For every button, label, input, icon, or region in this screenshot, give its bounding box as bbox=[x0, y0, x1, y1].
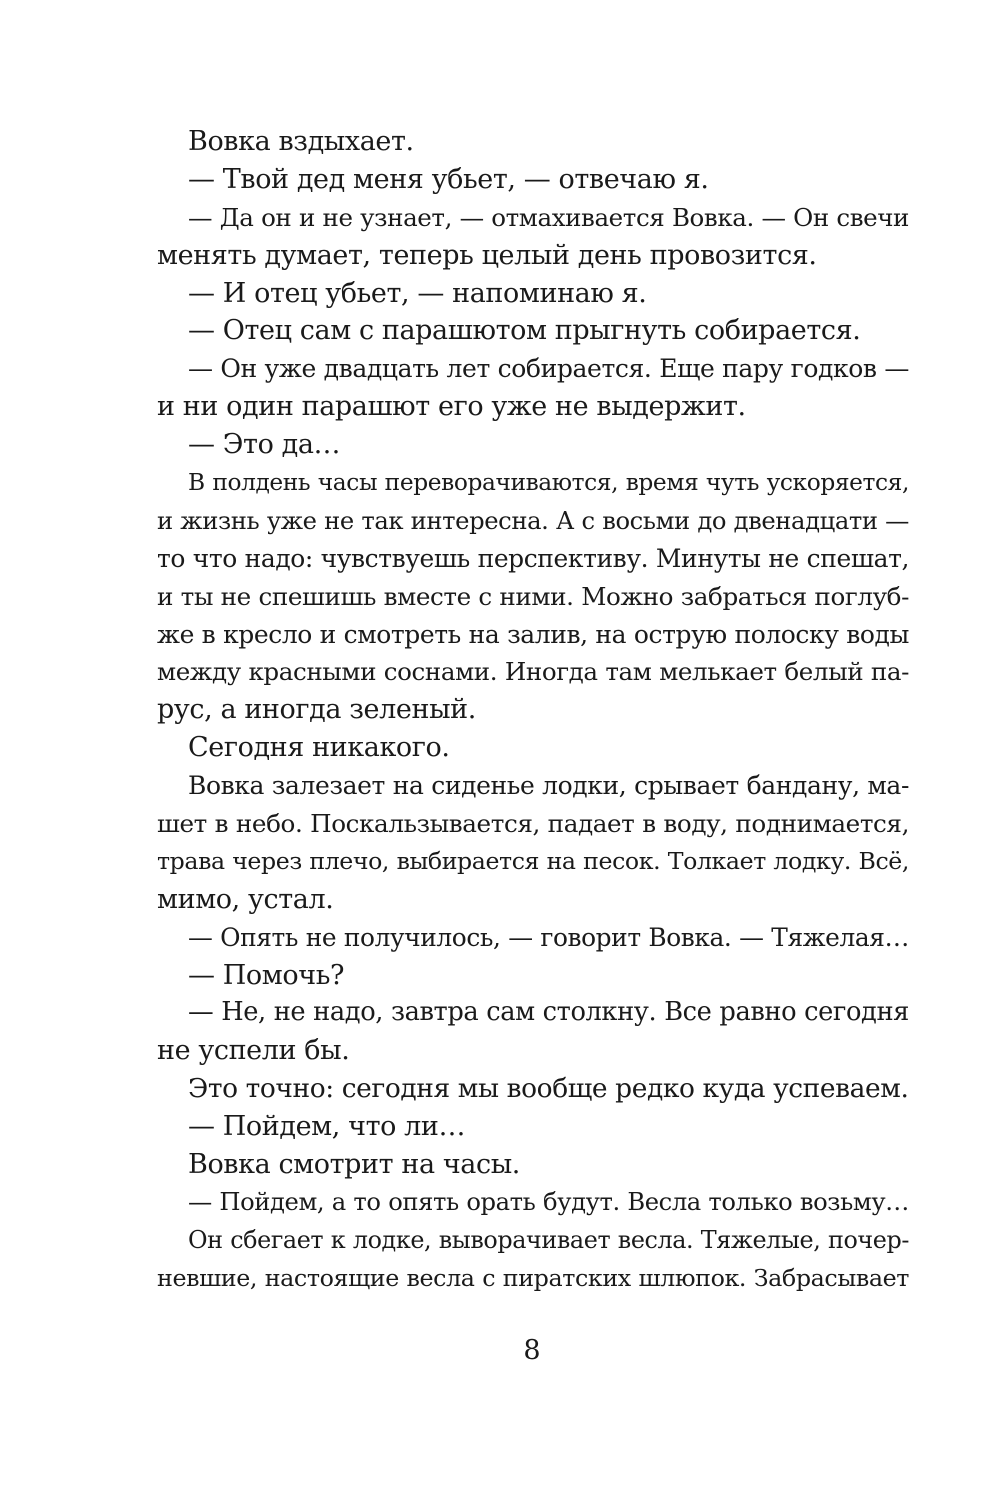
text-line: между красными соснами. Иногда там мелькает белый па- bbox=[157, 657, 909, 687]
text-line: — Помочь? bbox=[188, 959, 345, 991]
text-line: — Отец сам с парашютом прыгнуть собирается. bbox=[188, 315, 861, 347]
text-line: — Пойдем, что ли… bbox=[188, 1111, 466, 1143]
text-line: же в кресло и смотреть на залив, на острую полоску воды bbox=[157, 619, 909, 649]
text-line: Вовка залезает на сиденье лодки, срывает бандану, ма- bbox=[188, 771, 909, 801]
text-line: не успели бы. bbox=[157, 1035, 350, 1067]
text-line: — Не, не надо, завтра сам столкну. Все равно сегодня bbox=[188, 997, 909, 1028]
text-line: — Опять не получилось, — говорит Вовка. — Тяжелая… bbox=[188, 922, 909, 952]
text-line: Вовка вздыхает. bbox=[188, 126, 414, 157]
text-line: Он сбегает к лодке, выворачивает весла. Тяжелые, почер- bbox=[188, 1225, 909, 1254]
text-line: и ты не спешишь вместе с ними. Можно забраться поглуб- bbox=[157, 581, 909, 611]
text-line: шет в небо. Поскальзывается, падает в воду, поднимается, bbox=[157, 809, 909, 839]
text-line: — Он уже двадцать лет собирается. Еще пару годков — bbox=[188, 354, 909, 384]
text-line: — Это да… bbox=[188, 429, 341, 461]
text-line: невшие, настоящие весла с пиратских шлюпок. Забрасывает bbox=[157, 1263, 909, 1292]
text-line: Сегодня никакого. bbox=[188, 732, 450, 764]
text-line: трава через плечо, выбирается на песок. Толкает лодку. Всё, bbox=[157, 846, 909, 875]
text-line: — Да он и не узнает, — отмахивается Вовка. — Он свечи bbox=[188, 202, 909, 232]
text-line: В полдень часы переворачиваются, время чуть ускоряется, bbox=[188, 469, 909, 497]
text-line: — Пойдем, а то опять орать будут. Весла только возьму… bbox=[188, 1187, 909, 1216]
text-line: мимо, устал. bbox=[157, 883, 334, 915]
text-line: и жизнь уже не так интересна. А с восьми до двенадцати — bbox=[157, 505, 909, 535]
body-text bbox=[157, 123, 909, 1298]
page-number: 8 bbox=[523, 1335, 541, 1366]
text-line: менять думает, теперь целый день провозится. bbox=[157, 239, 817, 271]
text-line: и ни один парашют его уже не выдержит. bbox=[157, 391, 746, 423]
text-line: то что надо: чувствуешь перспективу. Минуты не спешат, bbox=[157, 543, 909, 573]
text-line: — И отец убьет, — напоминаю я. bbox=[188, 277, 647, 309]
text-line: — Твой дед меня убьет, — отвечаю я. bbox=[188, 163, 709, 195]
text-line: Вовка смотрит на часы. bbox=[188, 1149, 520, 1181]
text-line: рус, а иногда зеленый. bbox=[157, 694, 476, 726]
text-line: Это точно: сегодня мы вообще редко куда успеваем. bbox=[188, 1073, 909, 1105]
